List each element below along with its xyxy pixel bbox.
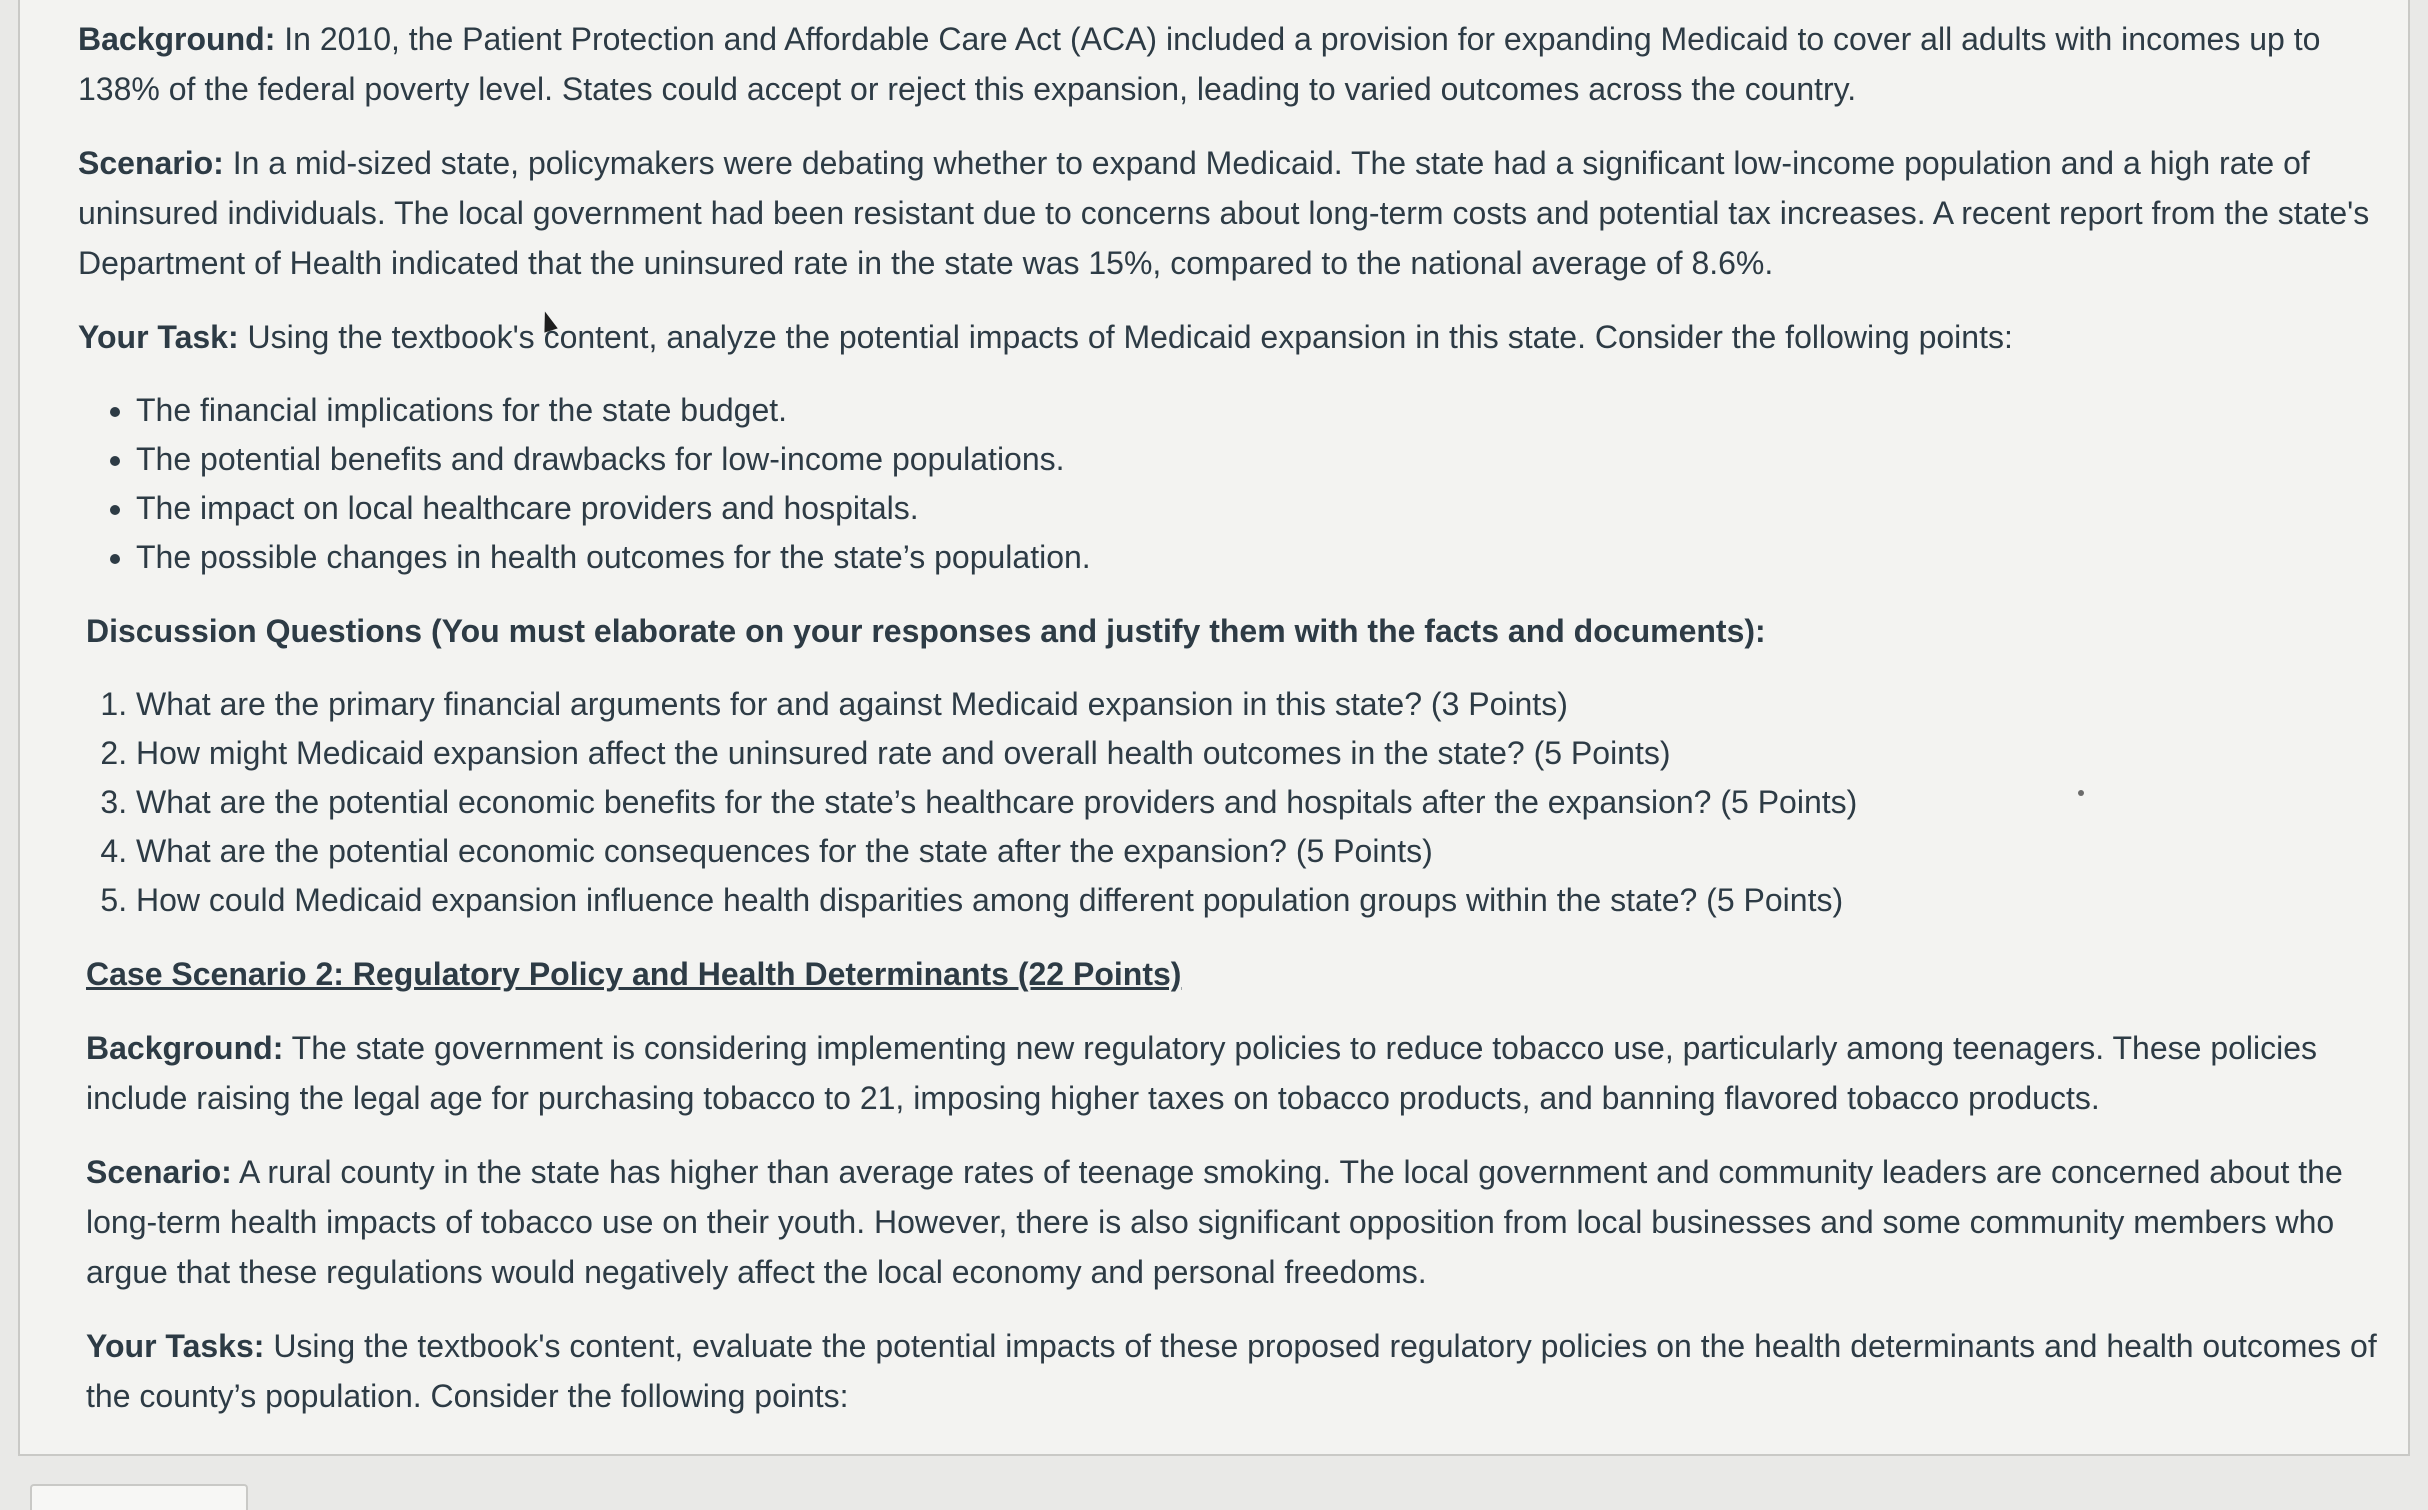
scenario-paragraph-2	[78, 1147, 2378, 1297]
background-text-2: The state government is considering implementing new regulatory policies to reduce tobacco use, particularly among teenagers. These policies include raising the legal age for purchasing tobacco to 21, imposing higher taxes on tobacco products, and banning flavored tobacco products.	[86, 1030, 2318, 1116]
scenario-text-2: A rural county in the state has higher than average rates of teenage smoking. The local government and community leaders are concerned about the long-term health impacts of tobacco use on their youth. However, there is also significant opposition from local businesses and some community members who argue that these regulations would negatively affect the local economy and personal freedoms.	[86, 1154, 2343, 1290]
task-label: Your Task:	[78, 319, 239, 355]
list-item: 4. What are the potential economic consequences for the state after the expansion? (5 Points)	[136, 827, 2378, 876]
list-item: 3. What are the potential economic benefits for the state’s healthcare providers and hospitals after the expansion? (5 Points)	[136, 778, 2378, 827]
scenario-text: In a mid-sized state, policymakers were debating whether to expand Medicaid. The state had a significant low-income population and a high rate of uninsured individuals. The local government had been resistant due to concerns about long-term costs and potential tax increases. A recent report from the state's Department of Health indicated that the uninsured rate in the state was 15%, compared to the national average of 8.6%.	[78, 145, 2370, 281]
considerations-list	[78, 386, 2378, 582]
bottom-tab[interactable]	[30, 1484, 248, 1510]
background-label-2: Background:	[86, 1030, 284, 1066]
list-item: • The potential benefits and drawbacks for low-income populations.	[136, 435, 2378, 484]
tasks-label-2: Your Tasks:	[86, 1328, 265, 1364]
scenario-label-2: Scenario:	[86, 1154, 232, 1190]
list-item: • The financial implications for the state budget.	[136, 386, 2378, 435]
discussion-heading: Discussion Questions (You must elaborate on your responses and justify them with the facts and documents):	[86, 613, 1766, 649]
stray-dot	[2078, 790, 2084, 796]
task-text: Using the textbook's content, analyze the potential impacts of Medicaid expansion in this state. Consider the following points:	[238, 319, 2013, 355]
list-item: • The possible changes in health outcomes for the state’s population.	[136, 533, 2378, 582]
case-scenario-2-title: Case Scenario 2: Regulatory Policy and Health Determinants (22 Points)	[86, 956, 1182, 992]
assignment-content	[78, 14, 2378, 1445]
scenario-paragraph	[78, 138, 2378, 288]
list-item: 5. How could Medicaid expansion influence health disparities among different population groups within the state? (5 Points)	[136, 876, 2378, 925]
background-text: In 2010, the Patient Protection and Affordable Care Act (ACA) included a provision for expanding Medicaid to cover all adults with incomes up to 138% of the federal poverty level. States could accept or reject this expansion, leading to varied outcomes across the country.	[78, 21, 2321, 107]
tasks-text-2: Using the textbook's content, evaluate the potential impacts of these proposed regulatory policies on the health determinants and health outcomes of the county’s population. Consider the following points:	[86, 1328, 2377, 1414]
discussion-questions-list	[78, 680, 2378, 925]
scenario-label: Scenario:	[78, 145, 224, 181]
background-paragraph-2	[78, 1023, 2378, 1123]
list-item: 2. How might Medicaid expansion affect the uninsured rate and overall health outcomes in the state? (5 Points)	[136, 729, 2378, 778]
tasks-paragraph-2	[78, 1321, 2378, 1421]
background-paragraph	[78, 14, 2378, 114]
list-item: 1. What are the primary financial arguments for and against Medicaid expansion in this state? (3 Points)	[136, 680, 2378, 729]
list-item: • The impact on local healthcare providers and hospitals.	[136, 484, 2378, 533]
background-label: Background:	[78, 21, 276, 57]
task-paragraph	[78, 312, 2378, 362]
